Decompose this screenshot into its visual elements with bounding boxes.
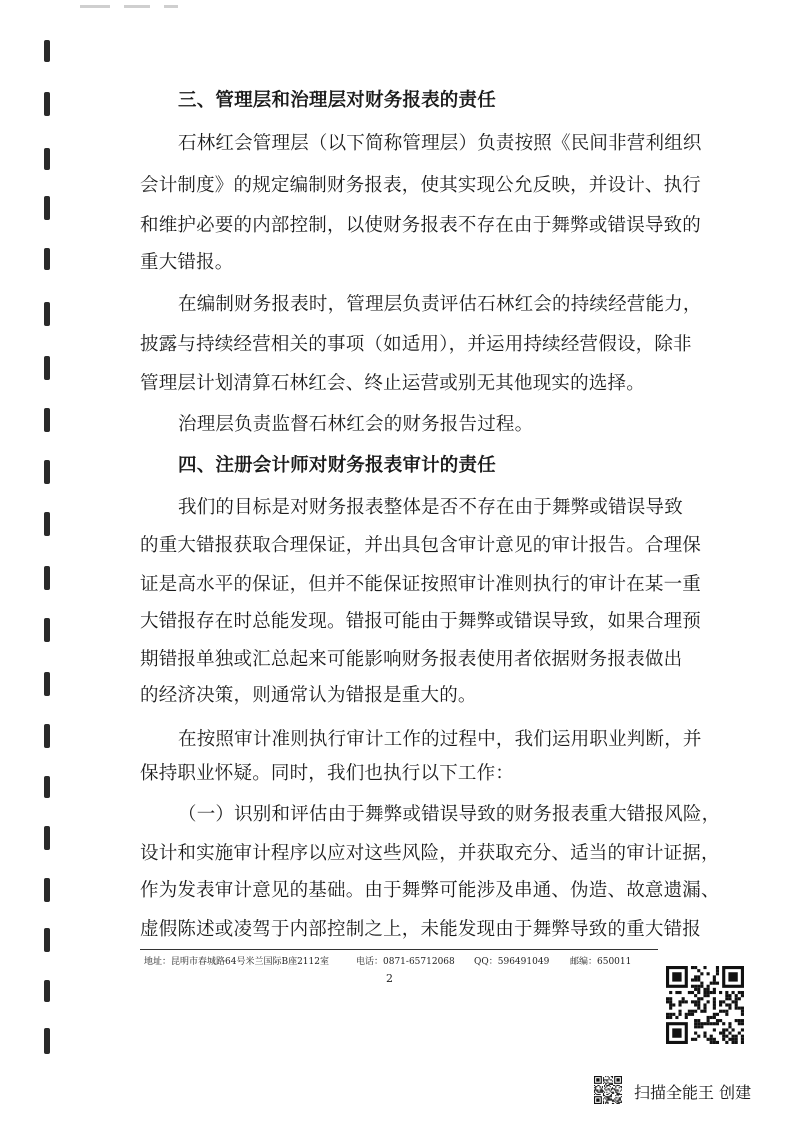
qr-code-icon xyxy=(594,1076,622,1104)
paragraph-line: 管理层计划清算石林红会、终止运营或别无其他现实的选择。 xyxy=(140,373,645,394)
binding-hole xyxy=(44,566,50,590)
paragraph-line: 在按照审计准则执行审计工作的过程中，我们运用职业判断，并 xyxy=(178,729,702,750)
footer-qq: QQ：596491049 xyxy=(474,957,550,967)
binding-hole xyxy=(44,92,50,116)
binding-hole xyxy=(44,724,50,748)
binding-hole xyxy=(44,356,50,380)
paragraph-line: 的重大错报获取合理保证，并出具包含审计意见的审计报告。合理保 xyxy=(140,535,702,556)
footer-divider xyxy=(140,949,658,950)
footer-phone: 电话：0871-65712068 xyxy=(356,957,455,967)
page-number: 2 xyxy=(386,972,393,985)
paragraph-line: 作为发表审计意见的基础。由于舞弊可能涉及串通、伪造、故意遗漏、 xyxy=(140,880,720,901)
paragraph-line: 在编制财务报表时，管理层负责评估石林红会的持续经营能力， xyxy=(178,294,702,315)
binding-hole xyxy=(44,980,50,1002)
paragraph-line: 治理层负责监督石林红会的财务报告过程。 xyxy=(178,414,534,435)
watermark-text: 扫描全能王 创建 xyxy=(634,1083,752,1102)
section-heading: 四、注册会计师对财务报表审计的责任 xyxy=(178,455,496,476)
paragraph-line: 我们的目标是对财务报表整体是否不存在由于舞弊或错误导致 xyxy=(178,497,683,518)
binding-hole xyxy=(44,248,50,270)
footer-postcode: 邮编：650011 xyxy=(570,957,632,967)
binding-hole xyxy=(44,878,50,902)
paragraph-line: 期错报单独或汇总起来可能影响财务报表使用者依据财务报表做出 xyxy=(140,649,683,670)
qr-code-icon xyxy=(666,966,744,1044)
binding-hole xyxy=(44,40,50,62)
section-heading: 三、管理层和治理层对财务报表的责任 xyxy=(178,90,496,111)
binding-hole xyxy=(44,148,50,170)
paragraph-line: 和维护必要的内部控制，以使财务报表不存在由于舞弊或错误导致的 xyxy=(140,215,702,236)
paragraph-line: 的经济决策，则通常认为错报是重大的。 xyxy=(140,685,477,706)
binding-hole xyxy=(44,928,50,952)
paragraph-line: （一）识别和评估由于舞弊或错误导致的财务报表重大错报风险， xyxy=(178,804,721,825)
paragraph-line: 重大错报。 xyxy=(140,252,234,273)
binding-hole xyxy=(44,826,50,850)
paragraph-line: 保持职业怀疑。同时，我们也执行以下工作： xyxy=(140,763,515,784)
binding-hole xyxy=(44,460,50,484)
binding-marks xyxy=(0,0,60,1122)
paragraph-line: 虚假陈述或凌驾于内部控制之上，未能发现由于舞弊导致的重大错报 xyxy=(140,919,702,940)
binding-hole xyxy=(44,512,50,536)
paragraph-line: 石林红会管理层（以下简称管理层）负责按照《民间非营利组织 xyxy=(178,133,702,154)
binding-hole xyxy=(44,408,50,432)
footer-address: 地址：昆明市春城路64号米兰国际B座2112室 xyxy=(144,957,329,967)
paragraph-line: 证是高水平的保证，但并不能保证按照审计准则执行的审计在某一重 xyxy=(140,574,702,595)
paragraph-line: 设计和实施审计程序以应对这些风险，并获取充分、适当的审计证据， xyxy=(140,843,720,864)
binding-hole xyxy=(44,1028,50,1054)
paragraph-line: 会计制度》的规定编制财务报表，使其实现公允反映，并设计、执行 xyxy=(140,175,702,196)
scan-artifact xyxy=(60,0,190,14)
binding-hole xyxy=(44,196,50,220)
binding-hole xyxy=(44,776,50,798)
binding-hole xyxy=(44,618,50,642)
binding-hole xyxy=(44,302,50,326)
paragraph-line: 大错报存在时总能发现。错报可能由于舞弊或错误导致，如果合理预 xyxy=(140,611,702,632)
paragraph-line: 披露与持续经营相关的事项（如适用），并运用持续经营假设，除非 xyxy=(140,334,692,355)
binding-hole xyxy=(44,672,50,696)
